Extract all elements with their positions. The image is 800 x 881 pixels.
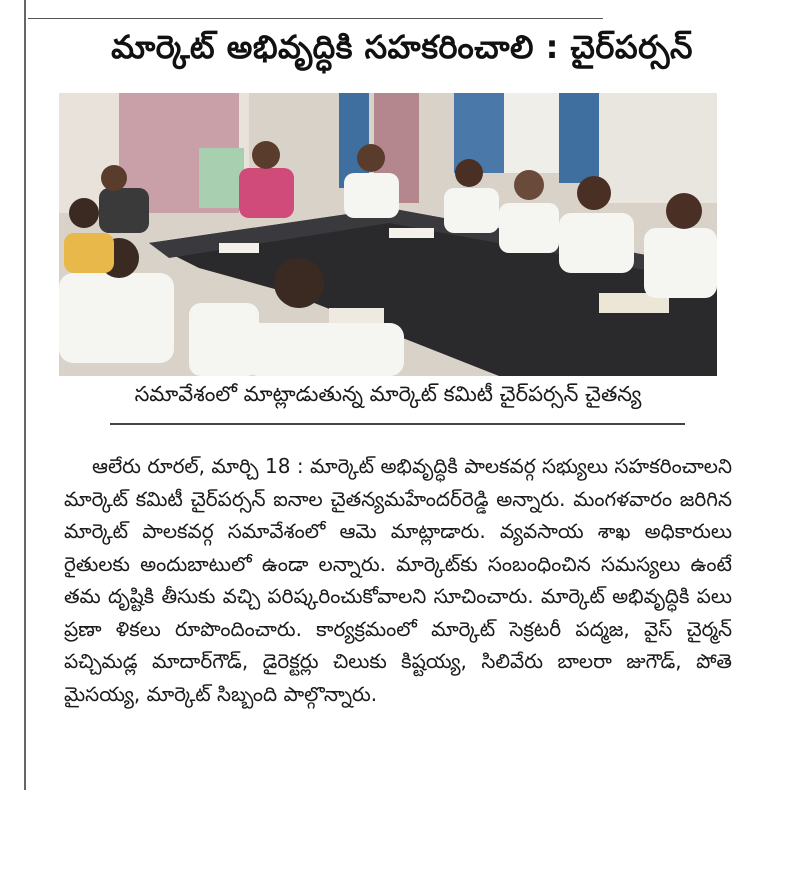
column-rule bbox=[24, 0, 26, 790]
article-body: ఆలేరు రూరల్, మార్చి 18 : మార్కెట్ అభివృద్ధికి పాలకవర్గ సభ్యులు సహకరించాలని మార్కెట్ కమిటీ చైర్‌పర్సన్ ఐనాల చైతన్యమహేందర్‌రెడ్డి అన్నారు. మంగళవారం జరిగిన మార్కెట్ పాలకవర్గ సమావేశంలో ఆమె మాట్లాడారు. వ్యవసాయ శాఖ అధికారులు రైతులకు అందుబాటులో ఉండా లన్నారు. మార్కెట్‌కు సంబంధించిన సమస్యలు ఉంటే తమ దృష్టికి తీసుకు వచ్చి పరిష్కరించుకోవాలని సూచించారు. మార్కెట్ అభివృద్ధికి పలు ప్రణా ళికలు రూపొందించారు. కార్యక్రమంలో మార్కెట్ సెక్రటరీ పద్మజ, వైస్ చైర్మన్ పచ్చిమడ్ల మాదార్‌గౌడ్, డైరెక్టర్లు చిలుకు కిష్టయ్య, సిలివేరు బాలరా జుగౌడ్, పోతె మైసయ్య, మార్కెట్ సిబ్బంది పాల్గొన్నారు. bbox=[64, 454, 732, 706]
headline: మార్కెట్ అభివృద్ధికి సహకరించాలి : చైర్‌పర్సన్ bbox=[111, 28, 693, 66]
meeting-photo bbox=[59, 93, 717, 376]
top-rule bbox=[28, 0, 603, 19]
caption-separator bbox=[110, 423, 685, 425]
meeting-photo-illustration bbox=[59, 93, 717, 376]
photo-caption: సమావేశంలో మాట్లాడుతున్న మార్కెట్ కమిటీ చైర్‌పర్సన్ చైతన్య bbox=[134, 382, 642, 406]
